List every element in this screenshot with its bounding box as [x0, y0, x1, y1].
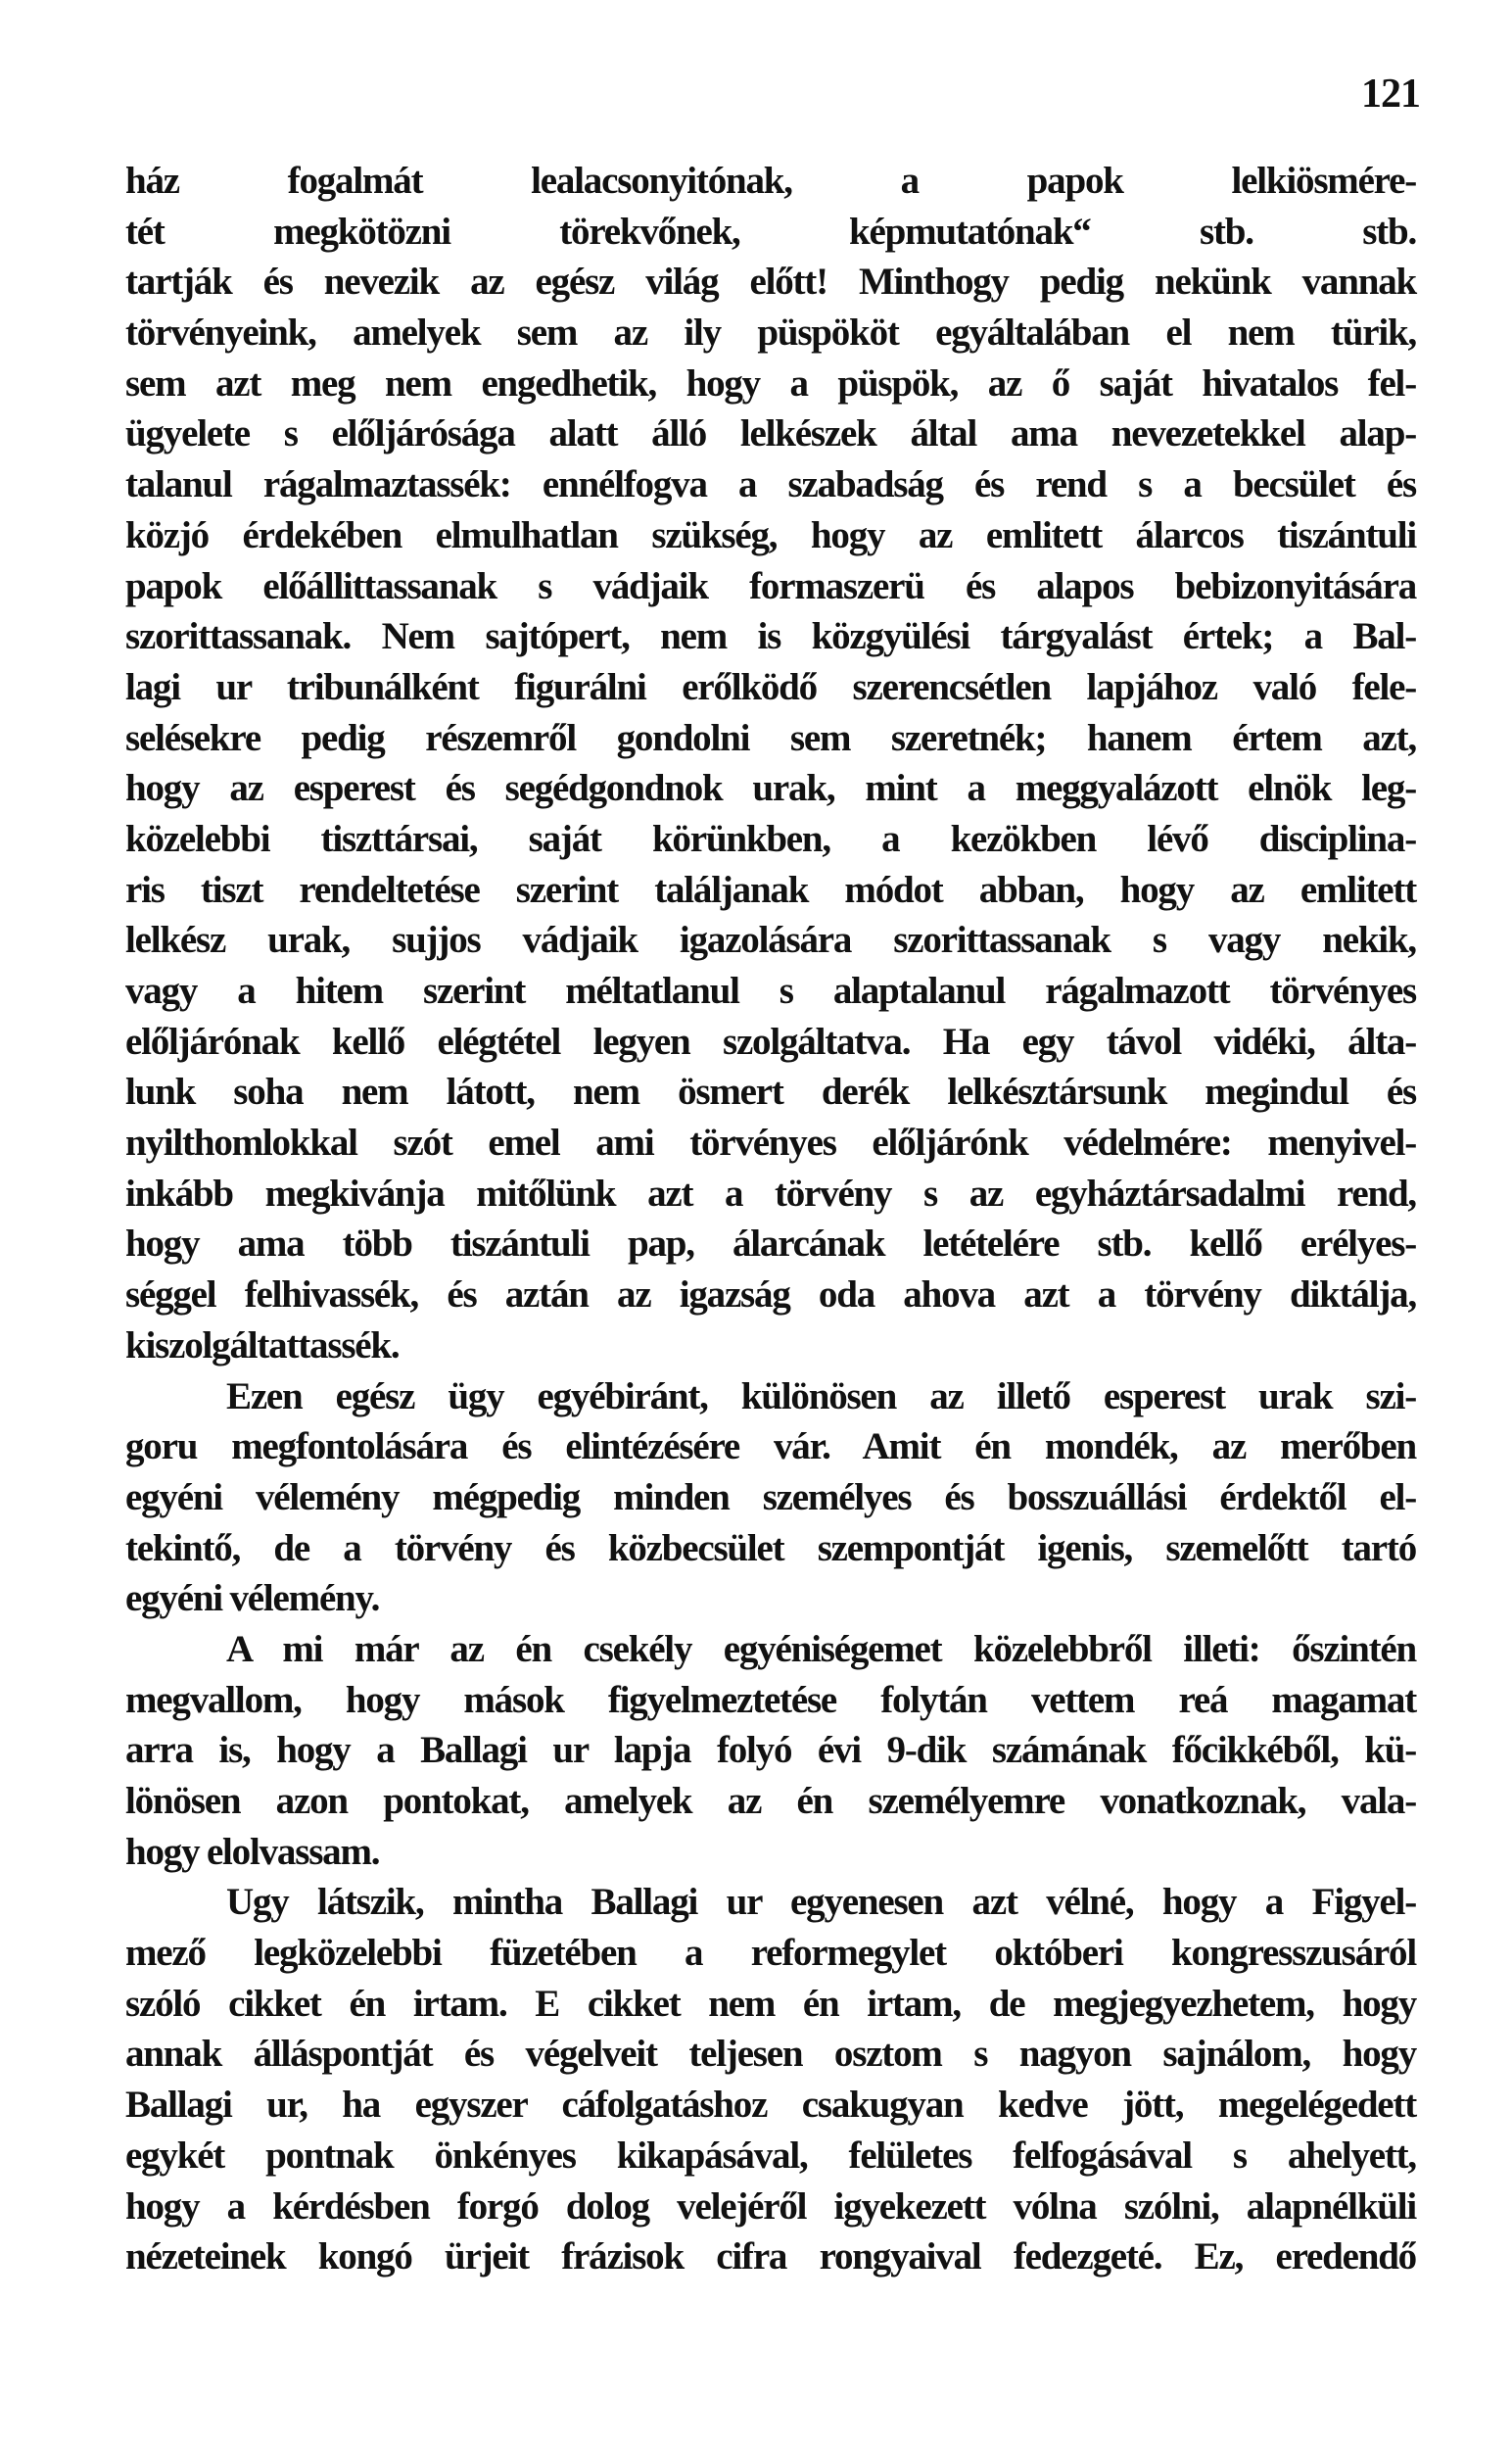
text-line: egyéni vélemény mégpedig minden személyes és bosszuállási érdektől el- [125, 1475, 1416, 1518]
text-line: arra is, hogy a Ballagi ur lapja folyó évi 9-dik számának főcikkéből, kü- [125, 1729, 1416, 1772]
text-line: selésekre pedig részemről gondolni sem szeretnék; hanem értem azt, [125, 716, 1416, 759]
text-line: ris tiszt rendeltetése szerint találjanak módot abban, hogy az emlitett [125, 868, 1416, 911]
paragraph-first-line: Ugy látszik, mintha Ballagi ur egyenesen azt vélné, hogy a Figyel- [226, 1881, 1416, 1924]
text-line: hogy az esperest és segédgondnok urak, mint a meggyalázott elnök leg- [125, 767, 1416, 810]
text-line: lelkész urak, sujjos vádjaik igazolására szorittassanak s vagy nekik, [125, 919, 1416, 962]
text-line: Ballagi ur, ha egyszer cáfolgatáshoz csakugyan kedve jött, megelégedett [125, 2084, 1416, 2127]
text-line: tartják és nevezik az egész világ előtt! Minthogy pedig nekünk vannak [125, 261, 1416, 304]
text-line: megvallom, hogy mások figyelmeztetése folytán vettem reá magamat [125, 1678, 1416, 1721]
text-line: lunk soha nem látott, nem ösmert derék lelkésztársunk megindul és [125, 1071, 1416, 1114]
text-line: sem azt meg nem engedhetik, hogy a püspök, az ő saját hivatalos fel- [125, 361, 1416, 405]
text-line: talanul rágalmaztassék: ennélfogva a szabadság és rend s a becsület és [125, 463, 1416, 506]
page-number: 121 [1361, 72, 1420, 117]
text-line: ház fogalmát lealacsonyitónak, a papok lelkiösmére- [125, 160, 1416, 202]
text-line: nézeteinek kongó ürjeit frázisok cifra rongyaival fedezgeté. Ez, eredendő [125, 2235, 1416, 2278]
text-line: közelebbi tiszttársai, saját körünkben, a kezökben lévő disciplina- [125, 817, 1416, 860]
paragraph-first-line: Ezen egész ügy egyébiránt, különösen az illető esperest urak szi- [226, 1374, 1416, 1417]
text-line: hogy elolvassam. [125, 1830, 380, 1873]
text-line: lönösen azon pontokat, amelyek az én személyemre vonatkoznak, vala- [125, 1780, 1416, 1822]
text-line: tekintő, de a törvény és közbecsület szempontját igenis, szemelőtt tartó [125, 1526, 1416, 1569]
text-line: séggel felhivassék, és aztán az igazság oda ahova azt a törvény diktálja, [125, 1273, 1416, 1317]
text-line: nyilthomlokkal szót emel ami törvényes előljárónk védelmére: menyivel- [125, 1122, 1416, 1165]
text-line: lagi ur tribunálként figurálni erőlködő szerencsétlen lapjához való fele- [125, 665, 1416, 708]
text-line: mező legközelebbi füzetében a reformegylet októberi kongresszusáról [125, 1932, 1416, 1975]
text-line: annak álláspontját és végelveit teljesen osztom s nagyon sajnálom, hogy [125, 2033, 1416, 2076]
text-line: vagy a hitem szerint méltatlanul s alaptalanul rágalmazott törvényes [125, 970, 1416, 1012]
text-line: szorittassanak. Nem sajtópert, nem is közgyülési tárgyalást értek; a Bal- [125, 615, 1416, 658]
text-line: tét megkötözni törekvőnek, képmutatónak“ stb. stb. [125, 210, 1416, 253]
text-line: szóló cikket én irtam. E cikket nem én irtam, de megjegyezhetem, hogy [125, 1982, 1416, 2025]
text-line: ügyelete s előljárósága alatt álló lelkészek által ama nevezetekkel alap- [125, 412, 1416, 456]
text-line: hogy a kérdésben forgó dolog velejéről igyekezett vólna szólni, alapnélküli [125, 2184, 1416, 2228]
text-line: papok előállittassanak s vádjaik formaszerü és alapos bebizonyitására [125, 564, 1416, 607]
text-line: inkább megkivánja mitőlünk azt a törvény s az egyháztársadalmi rend, [125, 1172, 1416, 1215]
paragraph-first-line: A mi már az én csekély egyéniségemet közelebbről illeti: őszintén [226, 1627, 1416, 1670]
text-line: közjó érdekében elmulhatlan szükség, hogy az emlitett álarcos tiszántuli [125, 513, 1416, 556]
text-line: törvényeink, amelyek sem az ily püspököt egyáltalában el nem türik, [125, 312, 1416, 355]
text-line: egyéni vélemény. [125, 1577, 380, 1620]
text-line: hogy ama több tiszántuli pap, álarcának letételére stb. kellő erélyes- [125, 1223, 1416, 1266]
text-line: kiszolgáltattassék. [125, 1323, 400, 1367]
body-text [125, 156, 1416, 2282]
text-line: egykét pontnak önkényes kikapásával, felületes felfogásával s ahelyett, [125, 2134, 1416, 2177]
text-line: goru megfontolására és elintézésére vár. Amit én mondék, az merőben [125, 1425, 1416, 1468]
text-line: előljárónak kellő elégtétel legyen szolgáltatva. Ha egy távol vidéki, álta- [125, 1020, 1416, 1063]
